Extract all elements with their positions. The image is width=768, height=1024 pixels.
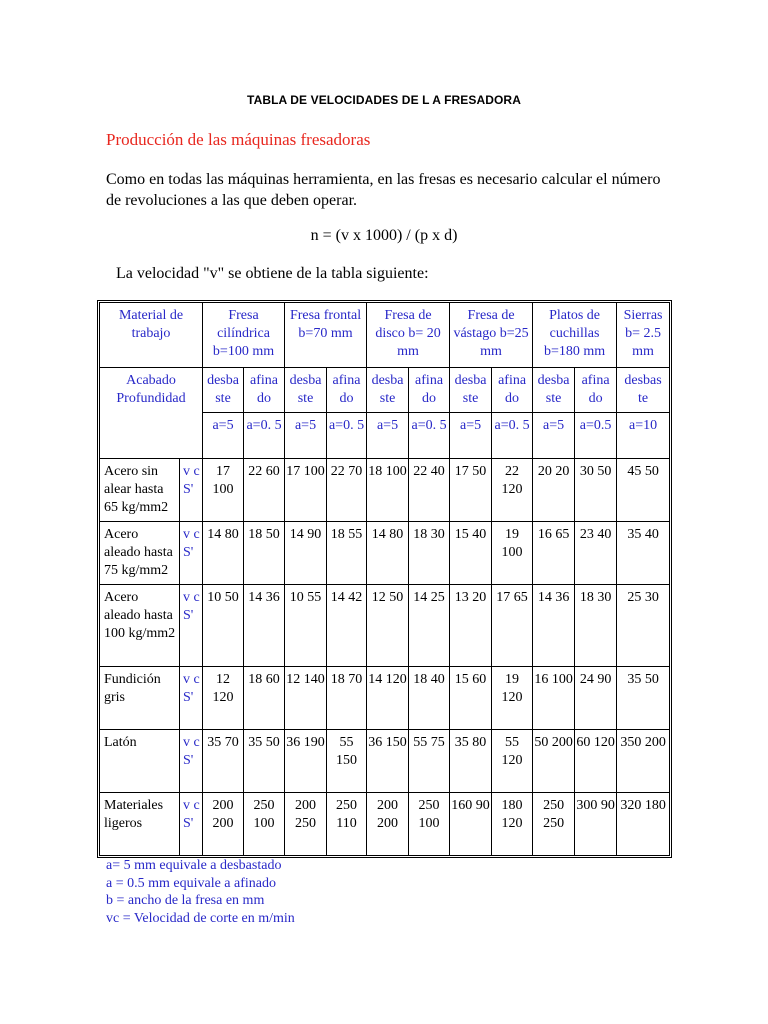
speed-cell: 18 30 [575,585,617,667]
table-row [100,667,670,730]
speed-cell: 14 36 [533,585,575,667]
header-material: Material de trabajo [100,303,203,368]
speed-cell: 14 80 [367,522,409,585]
material-rows [100,459,670,856]
speed-cell: 22 60 [244,459,285,522]
op-desbaste-sierra: desbas te [617,368,670,413]
header-tool-cilindrica: Fresa cilíndrica b=100 mm [203,303,285,368]
speed-cell: 22 120 [492,459,533,522]
speed-cell: 14 90 [285,522,327,585]
speed-cell: 20 20 [533,459,575,522]
speed-cell: 55 120 [492,730,533,793]
depth-a5: a=5 [450,413,492,459]
speed-cell: 14 42 [327,585,367,667]
speed-cell: 18 55 [327,522,367,585]
speed-cell: 18 40 [409,667,450,730]
table-row [100,730,670,793]
vcs-label: v c S' [180,667,203,730]
op-afinado: afina do [575,368,617,413]
section-subtitle: Producción de las máquinas fresadoras [106,130,371,149]
depth-a5: a=5 [367,413,409,459]
speed-cell: 35 50 [244,730,285,793]
speed-cell: 320 180 [617,793,670,856]
rpm-formula: n = (v x 1000) / (p x d) [310,227,458,244]
table-row [100,793,670,856]
intro-paragraph: Como en todas las máquinas herramienta, en las fresas es necesario calcular el número de revoluciones a las que deben operar. [106,171,661,209]
header-row-operations [100,368,670,413]
header-tool-disco: Fresa de disco b= 20 mm [367,303,450,368]
speed-cell: 60 120 [575,730,617,793]
speed-cell: 12 120 [203,667,244,730]
speed-cell: 17 100 [203,459,244,522]
note-line: a= 5 mm equivale a desbastado [106,858,282,873]
speed-cell: 35 80 [450,730,492,793]
material-name: Acero sin alear hasta 65 kg/mm2 [100,459,180,522]
depth-a05: a=0. 5 [244,413,285,459]
speed-cell: 200 250 [285,793,327,856]
depth-a05: a=0. 5 [492,413,533,459]
speed-cell: 250 100 [244,793,285,856]
speed-cell: 200 200 [367,793,409,856]
speed-cell: 16 100 [533,667,575,730]
speed-cell: 14 80 [203,522,244,585]
note-line: vc = Velocidad de corte en m/min [106,910,295,926]
depth-a05: a=0. 5 [327,413,367,459]
table-row [100,522,670,585]
speed-cell: 18 100 [367,459,409,522]
speed-cell: 14 120 [367,667,409,730]
depth-a5: a=5 [203,413,244,459]
speed-cell: 15 60 [450,667,492,730]
speed-cell: 35 50 [617,667,670,730]
material-name: Materiales ligeros [100,793,180,856]
vcs-label: v c S' [180,793,203,856]
header-row-tools [100,303,670,368]
speed-cell: 250 100 [409,793,450,856]
material-name: Fundición gris [100,667,180,730]
speed-cell: 12 140 [285,667,327,730]
op-desbaste: desba ste [203,368,244,413]
depth-a10: a=10 [617,413,670,459]
speed-cell: 10 55 [285,585,327,667]
depth-a5: a=5 [533,413,575,459]
depth-a05: a=0.5 [575,413,617,459]
speed-cell: 15 40 [450,522,492,585]
speed-cell: 250 250 [533,793,575,856]
speed-cell: 36 190 [285,730,327,793]
speed-cell: 22 70 [327,459,367,522]
speed-cell: 45 50 [617,459,670,522]
header-tool-frontal: Fresa frontal b=70 mm [285,303,367,368]
header-tool-sierras: Sierras b= 2.5 mm [617,303,670,368]
speed-cell: 200 200 [203,793,244,856]
speed-cell: 19 100 [492,522,533,585]
table-row [100,459,670,522]
depth-a5: a=5 [285,413,327,459]
speed-cell: 180 120 [492,793,533,856]
notes [106,857,295,927]
table-row [100,585,670,667]
speed-cell: 55 150 [327,730,367,793]
speed-cell: 350 200 [617,730,670,793]
note-line: a = 0.5 mm equivale a afinado [106,875,277,891]
speed-cell: 14 25 [409,585,450,667]
speed-cell: 35 40 [617,522,670,585]
note-line: b = ancho de la fresa en mm [106,893,265,908]
speed-cell: 55 75 [409,730,450,793]
speed-cell: 19 120 [492,667,533,730]
speed-cell: 24 90 [575,667,617,730]
op-afinado: afina do [492,368,533,413]
op-desbaste: desba ste [285,368,327,413]
cutting-speed-table [99,302,670,856]
op-afinado: afina do [244,368,285,413]
speed-cell: 36 150 [367,730,409,793]
speed-cell: 17 65 [492,585,533,667]
speed-cell: 30 50 [575,459,617,522]
header-tool-vastago: Fresa de vástago b=25 mm [450,303,533,368]
speed-cell: 23 40 [575,522,617,585]
speed-cell: 12 50 [367,585,409,667]
op-desbaste: desba ste [533,368,575,413]
header-tool-platos: Platos de cuchillas b=180 mm [533,303,617,368]
speed-cell: 18 50 [244,522,285,585]
speed-cell: 300 90 [575,793,617,856]
speed-cell: 35 70 [203,730,244,793]
vcs-label: v c S' [180,522,203,585]
material-name: Acero aleado hasta 100 kg/mm2 [100,585,180,667]
material-name: Acero aleado hasta 75 kg/mm2 [100,522,180,585]
speed-cell: 13 20 [450,585,492,667]
vcs-label: v c S' [180,585,203,667]
table-lead-text: La velocidad "v" se obtiene de la tabla siguiente: [116,265,429,282]
op-desbaste: desba ste [367,368,409,413]
op-afinado: afina do [409,368,450,413]
speed-cell: 22 40 [409,459,450,522]
speed-cell: 17 50 [450,459,492,522]
op-afinado: afina do [327,368,367,413]
speed-cell: 16 65 [533,522,575,585]
op-desbaste: desba ste [450,368,492,413]
speed-cell: 18 60 [244,667,285,730]
speed-cell: 50 200 [533,730,575,793]
speed-cell: 10 50 [203,585,244,667]
header-finish-depth: Acabado Profundidad [100,368,203,459]
speed-cell: 250 110 [327,793,367,856]
speed-cell: 160 90 [450,793,492,856]
speed-cell: 18 30 [409,522,450,585]
speed-cell: 25 30 [617,585,670,667]
speed-cell: 18 70 [327,667,367,730]
material-name: Latón [100,730,180,793]
document-title: TABLA DE VELOCIDADES DE L A FRESADORA [247,93,521,107]
vcs-label: v c S' [180,459,203,522]
vcs-label: v c S' [180,730,203,793]
speed-cell: 14 36 [244,585,285,667]
speed-cell: 17 100 [285,459,327,522]
depth-a05: a=0. 5 [409,413,450,459]
